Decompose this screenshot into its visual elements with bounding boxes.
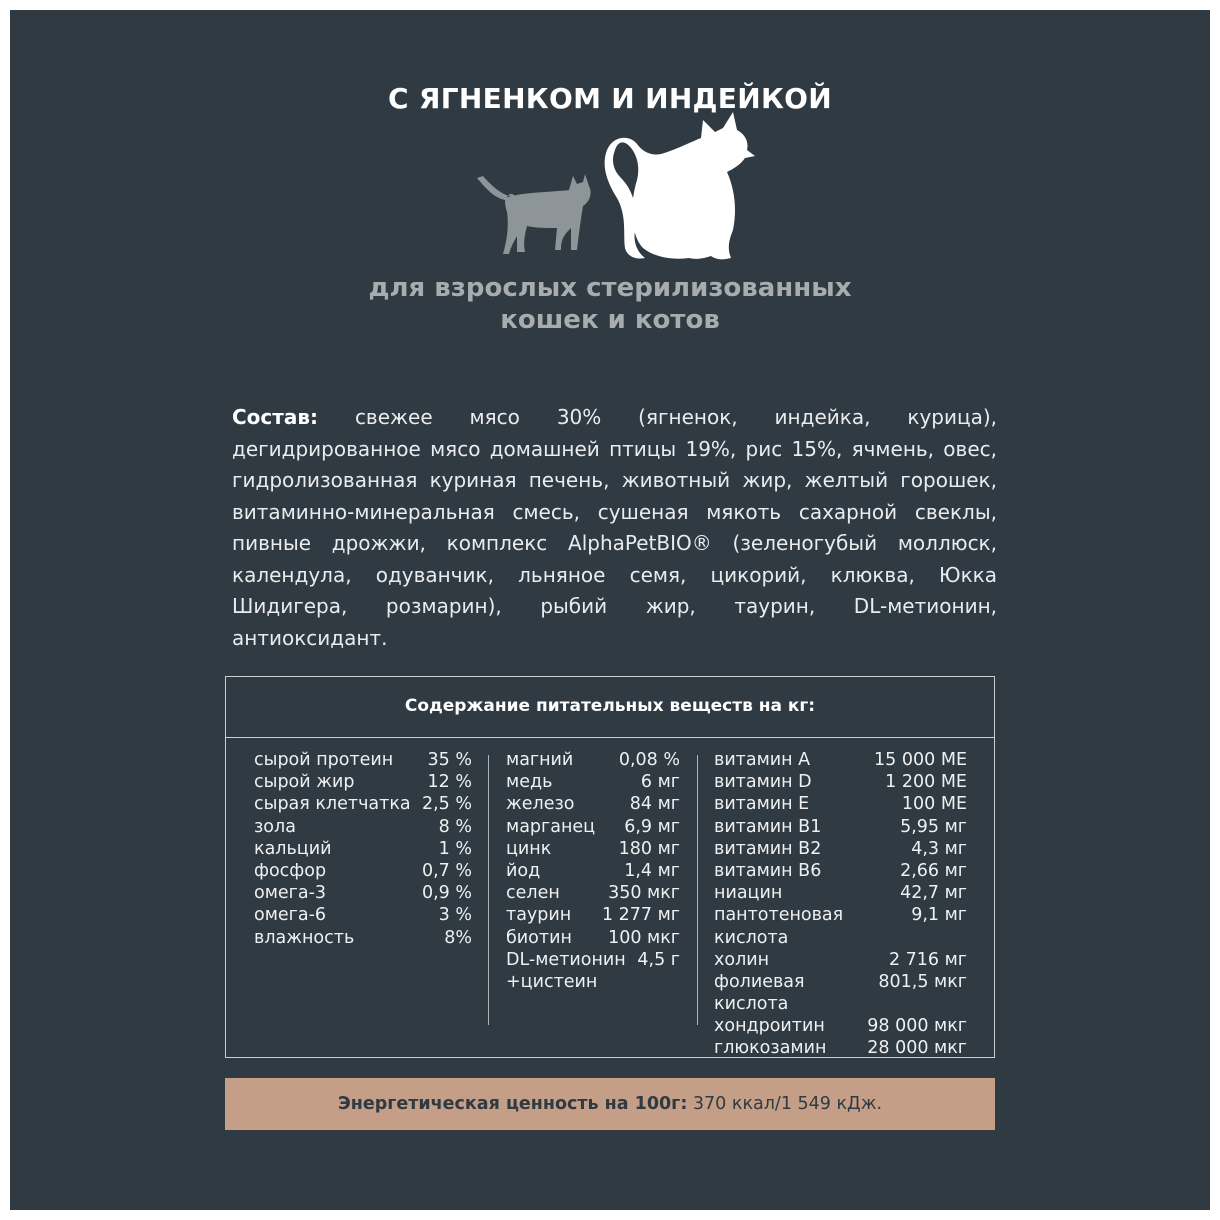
nutrient-name: пантотеновая кислота: [714, 905, 844, 948]
nutrient-name: сырой протеин: [254, 750, 394, 770]
nutrient-name: витамин B1: [714, 816, 822, 837]
nutrient-value: 9,1 мг: [911, 905, 967, 926]
nutrient-value: 1 200 МЕ: [885, 772, 967, 793]
subtitle-line-2: кошек и котов: [500, 305, 720, 335]
nutrient-name: таурин: [506, 905, 572, 926]
nutrient-value: 8 %: [438, 816, 472, 837]
nutrient-row: [254, 904, 472, 926]
nutrient-name: витамин A: [714, 750, 811, 770]
nutrient-row: [506, 749, 680, 771]
kitten-silhouette-icon: [477, 174, 591, 254]
nutrient-row: [506, 838, 680, 860]
nutrient-value: 2,66 мг: [900, 860, 967, 881]
nutrient-name: фолиевая кислота: [714, 971, 805, 1015]
nutrient-name: биотин: [506, 927, 572, 948]
nutrient-value: 4,3 мг: [911, 838, 967, 859]
energy-band: [225, 1078, 995, 1130]
nutrient-row: [714, 882, 967, 904]
nutrient-value: 35 %: [427, 750, 472, 770]
energy-value: 370 ккал/1 549 кДж.: [692, 1094, 883, 1114]
nutrient-name: железо: [506, 794, 575, 815]
nutrient-name: фосфор: [254, 860, 327, 881]
nutrient-name: холин: [714, 949, 770, 970]
nutrient-value: 15 000 МЕ: [874, 750, 967, 770]
nutrient-value: 2 716 мг: [888, 949, 967, 970]
nutrient-row: [254, 927, 472, 949]
nutrient-row: [714, 749, 967, 771]
nutrient-row: [714, 771, 967, 793]
nutrient-value: 100 МЕ: [901, 794, 967, 815]
nutrient-row: [506, 927, 680, 949]
product-title: С ЯГНЕНКОМ И ИНДЕЙКОЙ: [388, 82, 832, 115]
nutrient-name: йод: [506, 860, 541, 881]
column-divider: [488, 755, 489, 1025]
nutrient-value: 180 мг: [618, 838, 680, 859]
energy-label: Энергетическая ценность на 100г:: [337, 1094, 688, 1114]
nutrient-name: DL-метионин +цистеин: [506, 949, 626, 992]
nutrient-name: цинк: [506, 838, 552, 859]
nutrient-value: 0,08 %: [618, 750, 680, 770]
nutrient-row: [714, 816, 967, 838]
nutrient-value: 1 %: [438, 838, 472, 859]
nutrient-name: ниацин: [714, 883, 783, 904]
product-panel: [10, 10, 1210, 1210]
nutrient-name: зола: [254, 816, 296, 837]
nutrient-value: 8%: [444, 927, 472, 948]
nutrients-column-minerals: [506, 749, 680, 993]
nutrient-value: 100 мкг: [608, 927, 680, 948]
nutrient-value: 42,7 мг: [900, 883, 967, 904]
nutrient-value: 1,4 мг: [624, 860, 680, 881]
nutrient-name: витамин E: [714, 794, 810, 815]
subtitle-line-1: для взрослых стерилизованных: [368, 273, 852, 303]
nutrient-value: 28 000 мкг: [867, 1038, 967, 1059]
nutrient-name: сырая клетчатка: [254, 794, 411, 815]
nutrient-row: [254, 838, 472, 860]
nutrient-row: [506, 949, 680, 993]
nutrient-row: [714, 1015, 967, 1037]
nutrient-value: 3 %: [438, 905, 472, 926]
column-divider: [697, 755, 698, 1025]
nutrient-name: марганец: [506, 816, 596, 837]
nutrient-name: влажность: [254, 927, 355, 948]
nutrient-value: 0,7 %: [421, 860, 472, 881]
nutrient-value: 350 мкг: [608, 883, 680, 904]
nutrient-row: [254, 771, 472, 793]
nutrient-name: магний: [506, 750, 574, 770]
nutrient-name: омега-6: [254, 905, 327, 926]
nutrient-row: [714, 860, 967, 882]
nutrient-row: [506, 860, 680, 882]
cats-illustration: [465, 110, 765, 270]
nutrient-row: [506, 904, 680, 926]
product-subtitle: [0, 272, 1220, 336]
nutrient-row: [506, 793, 680, 815]
nutrient-row: [714, 793, 967, 815]
nutrient-row: [506, 816, 680, 838]
nutrient-name: хондроитин: [714, 1016, 825, 1037]
composition-block: [232, 402, 997, 654]
nutrients-column-vitamins: [714, 749, 967, 1060]
nutrient-value: 801,5 мкг: [878, 971, 967, 992]
nutrient-row: [506, 771, 680, 793]
nutrient-row: [254, 749, 472, 771]
nutrient-row: [254, 793, 472, 815]
nutrient-name: витамин B6: [714, 860, 822, 881]
nutrient-value: 4,5 г: [637, 949, 680, 970]
nutrient-name: кальций: [254, 838, 332, 859]
nutrient-value: 98 000 мкг: [867, 1016, 967, 1037]
nutrient-value: 6,9 мг: [624, 816, 680, 837]
nutrient-name: витамин D: [714, 772, 812, 793]
nutrient-name: сырой жир: [254, 772, 355, 793]
nutrient-value: 84 мг: [629, 794, 680, 815]
nutrients-column-basic: [254, 749, 472, 949]
nutrient-row: [254, 882, 472, 904]
nutrient-name: витамин B2: [714, 838, 822, 859]
nutrients-table: [225, 676, 995, 1058]
nutrient-row: [506, 882, 680, 904]
nutrient-row: [254, 860, 472, 882]
adult-cat-silhouette-icon: [605, 112, 755, 259]
nutrient-row: [714, 949, 967, 971]
nutrient-value: 1 277 мг: [601, 905, 680, 926]
nutrient-value: 0,9 %: [421, 883, 472, 904]
nutrient-row: [714, 838, 967, 860]
nutrient-value: 5,95 мг: [900, 816, 967, 837]
nutrient-row: [714, 1037, 967, 1059]
nutrient-value: 12 %: [427, 772, 472, 793]
nutrient-row: [714, 904, 967, 948]
nutrient-value: 6 мг: [640, 772, 680, 793]
nutrient-row: [714, 971, 967, 1015]
nutrient-value: 2,5 %: [421, 794, 472, 815]
nutrients-title: Содержание питательных веществ на кг:: [226, 677, 994, 738]
composition-text: свежее мясо 30% (ягненок, индейка, курица), дегидрированное мясо домашней птицы 19%, рис 15%, ячмень, овес, гидролизованная куриная печень, животный жир, желтый горошек, витаминно-минеральная смесь, сушеная мякоть сахарной свеклы, пивные дрожжи, комплекс AlphaPetBIO® (зеленогубый моллюск, календула, одуванчик, льняное семя, цикорий, клюква, Юкка Шидигера, розмарин), рыбий жир, таурин, DL-метионин, антиоксидант.: [232, 405, 998, 650]
nutrient-name: медь: [506, 772, 553, 793]
nutrient-row: [254, 816, 472, 838]
composition-label: Состав:: [232, 405, 319, 429]
nutrient-name: селен: [506, 883, 560, 904]
nutrient-name: глюкозамин: [714, 1038, 827, 1059]
nutrient-name: омега-3: [254, 883, 327, 904]
